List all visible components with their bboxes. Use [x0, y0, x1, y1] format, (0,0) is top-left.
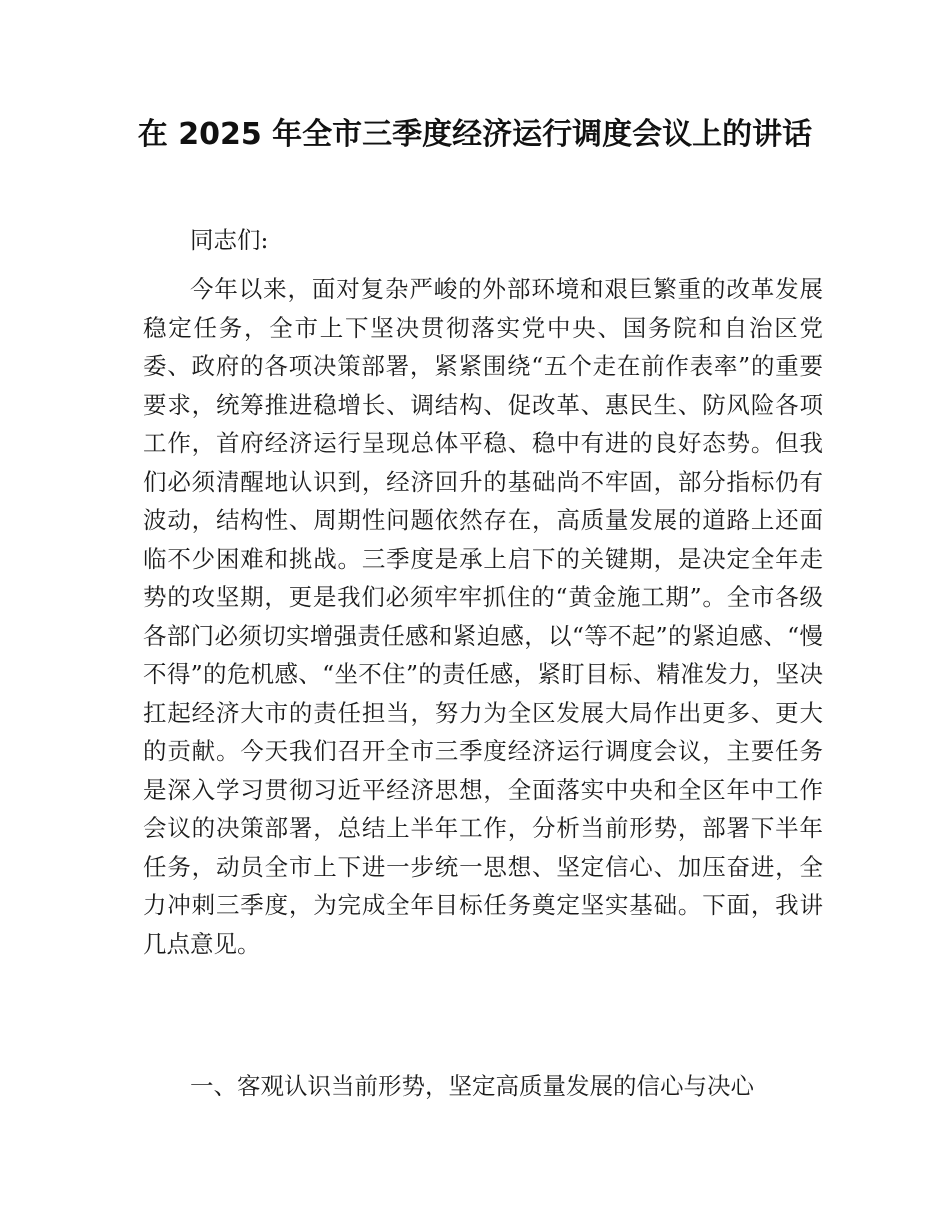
salutation: 同志们: [190, 226, 269, 254]
section-heading: 一、客观认识当前形势，坚定高质量发展的信心与决心 [190, 1072, 754, 1100]
document-title: 在 2025 年全市三季度经济运行调度会议上的讲话 [137, 117, 813, 152]
body-paragraph: 今年以来，面对复杂严峻的外部环境和艰巨繁重的改革发展稳定任务，全市上下坚决贯彻落实党中央、国务院和自治区党委、政府的各项决策部署，紧紧围绕“五个走在前作表率”的重要要求，统筹推进稳增长、调结构、促改革、惠民生、防风险各项工作，首府经济运行呈现总体平稳、稳中有进的良好态势。但我们必须清醒地认识到，经济回升的基础尚不牢固，部分指标仍有波动，结构性、周期性问题依然存在，高质量发展的道路上还面临不少困难和挑战。三季度是承上启下的关键期，是决定全年走势的攻坚期，更是我们必须牢牢抓住的“黄金施工期”。全市各级各部门必须切实增强责任感和紧迫感，以“等不起”的紧迫感、“慢不得”的危机感、“坐不住”的责任感，紧盯目标、精准发力，坚决扛起经济大市的责任担当，努力为全区发展大局作出更多、更大的贡献。今天我们召开全市三季度经济运行调度会议，主要任务是深入学习贯彻习近平经济思想，全面落实中央和全区年中工作会议的决策部署，总结上半年工作，分析当前形势，部署下半年任务，动员全市上下进一步统一思想、坚定信心、加压奋进，全力冲刺三季度，为完成全年目标任务奠定坚实基础。下面，我讲几点意见。 [143, 275, 823, 958]
